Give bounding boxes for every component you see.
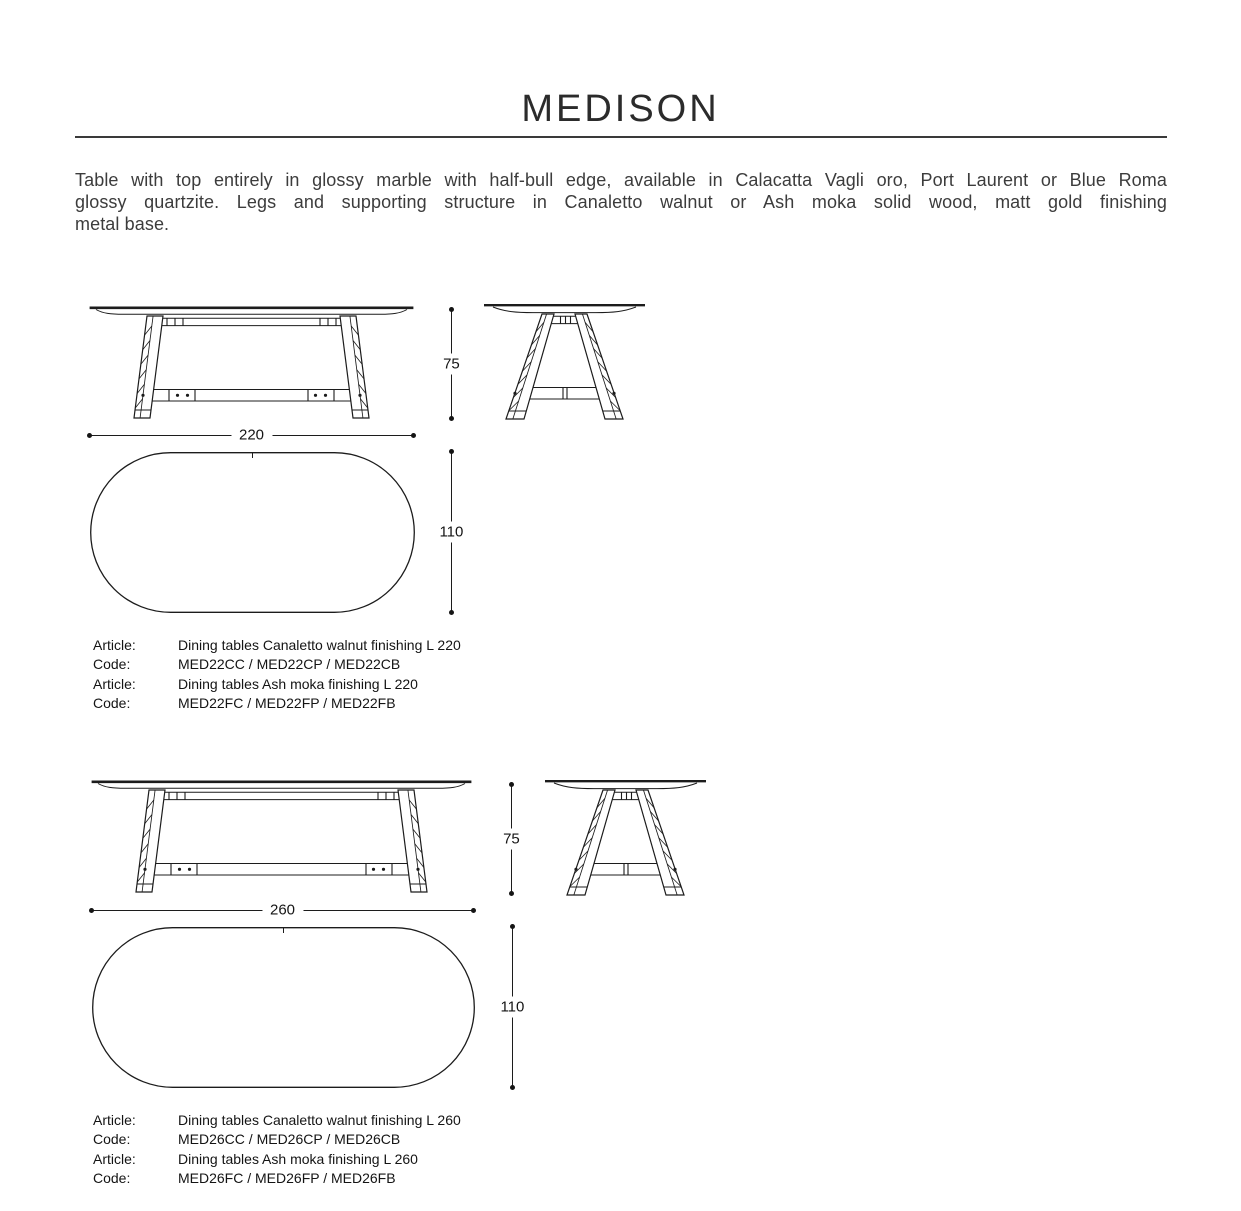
length-dimension-l260 bbox=[91, 901, 474, 919]
page-title: MEDISON bbox=[521, 88, 720, 130]
top-view-drawing-l220 bbox=[90, 452, 415, 613]
article-row-label: Article: bbox=[93, 1112, 136, 1128]
article-row bbox=[93, 675, 573, 694]
side-view-drawing-l220 bbox=[483, 302, 646, 422]
title-underline bbox=[75, 136, 1167, 138]
depth-dimension-l220 bbox=[439, 451, 464, 613]
article-row-value: MED26CC / MED26CP / MED26CB bbox=[178, 1131, 401, 1148]
article-list-l220 bbox=[93, 636, 573, 713]
article-row-label: Article: bbox=[93, 637, 136, 653]
depth-dimension-label: 110 bbox=[439, 523, 464, 541]
description-line: Table with top entirely in glossy marble with half-bull edge, available in Calacatta Vagli oro, Port Laurent or Blue Roma bbox=[75, 170, 1167, 190]
depth-dimension-label: 110 bbox=[500, 998, 525, 1016]
product-description bbox=[75, 169, 1167, 236]
height-dimension-label: 75 bbox=[443, 355, 460, 373]
height-dimension-l260 bbox=[503, 784, 520, 894]
length-dimension-label: 260 bbox=[262, 903, 303, 918]
article-row bbox=[93, 1169, 573, 1188]
description-line: glossy quartzite. Legs and supporting structure in Canaletto walnut or Ash moka solid wood, matt gold finishing bbox=[75, 192, 1167, 213]
article-row-label: Code: bbox=[93, 656, 131, 673]
article-row-value: MED22FC / MED22FP / MED22FB bbox=[178, 694, 396, 711]
article-row-value: Dining tables Ash moka finishing L 260 bbox=[178, 1150, 418, 1167]
article-row-value: Dining tables Canaletto walnut finishing L 220 bbox=[178, 637, 461, 653]
article-row-value: MED22CC / MED22CP / MED22CB bbox=[178, 656, 401, 673]
depth-dimension-l260 bbox=[500, 926, 525, 1088]
article-row-value: Dining tables Ash moka finishing L 220 bbox=[178, 675, 418, 692]
article-row bbox=[93, 1130, 573, 1149]
article-row-label: Article: bbox=[93, 1150, 136, 1167]
article-row-label: Code: bbox=[93, 1131, 131, 1148]
top-view-drawing-l260 bbox=[92, 927, 475, 1088]
description-line: metal base. bbox=[75, 214, 170, 235]
article-row-label: Article: bbox=[93, 675, 136, 692]
article-row bbox=[93, 1150, 573, 1169]
article-row-value: Dining tables Canaletto walnut finishing L 260 bbox=[178, 1112, 461, 1128]
side-view-drawing-l260 bbox=[544, 778, 707, 898]
height-dimension-label: 75 bbox=[503, 830, 520, 848]
article-list-l260 bbox=[93, 1111, 573, 1188]
article-row bbox=[93, 1111, 573, 1130]
length-dimension-label: 220 bbox=[231, 428, 272, 443]
article-row-label: Code: bbox=[93, 1169, 131, 1186]
front-view-drawing-l260 bbox=[91, 778, 472, 896]
article-row-value: MED26FC / MED26FP / MED26FB bbox=[178, 1169, 396, 1186]
article-row bbox=[93, 655, 573, 674]
length-dimension-l220 bbox=[89, 426, 414, 444]
front-view-drawing-l220 bbox=[89, 304, 414, 422]
article-row bbox=[93, 636, 573, 655]
height-dimension-l220 bbox=[443, 309, 460, 419]
article-row-label: Code: bbox=[93, 694, 131, 711]
article-row bbox=[93, 694, 573, 713]
